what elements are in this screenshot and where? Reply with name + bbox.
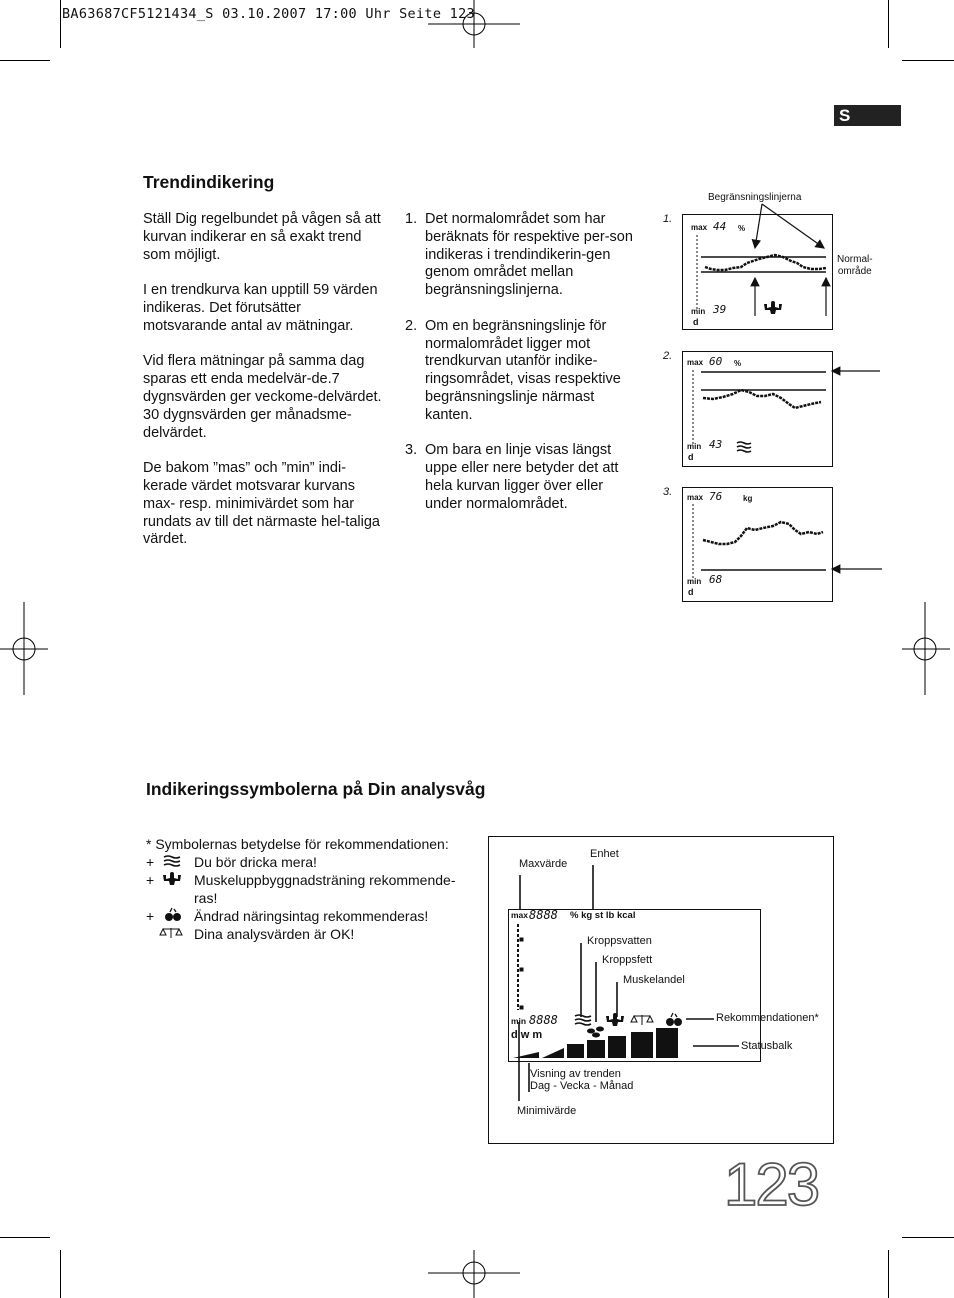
min-value: 39 — [713, 303, 727, 316]
max-value: 44 — [713, 220, 727, 233]
unit-labels: % kg st lb kcal — [570, 910, 636, 921]
scale-icon — [160, 927, 182, 939]
normal-range-line1: Normal- — [837, 254, 873, 265]
day-indicator: d — [693, 317, 699, 327]
legend-prefix: + — [146, 854, 155, 870]
limit-lines-label: Begränsningslinjerna — [708, 192, 802, 203]
label-enhet: Enhet — [590, 848, 619, 860]
day-indicator: d — [688, 587, 694, 597]
max-label: max — [691, 223, 708, 232]
step-text: Det normalområdet som har beräknats för respektive per-son indikeras i trendindikerin-gen genom området mellan begränsningslinjerna. — [425, 211, 633, 299]
max-label: max — [687, 358, 704, 367]
legend-text: Du bör dricka mera! — [194, 854, 317, 870]
step-text: Om bara en linje visas längst uppe eller nere betyder det att hela kurvan ligger över eller under normalområdet. — [425, 442, 619, 512]
min-label: min — [687, 442, 702, 451]
list-item — [146, 925, 476, 943]
max-label: max — [511, 910, 529, 920]
print-header: BA63687CF5121434_S 03.10.2007 17:00 Uhr Seite 123 — [62, 6, 475, 22]
paragraph: I en trendkurva kan upptill 59 värden indikeras. Det förutsätter motsvarande antal av mätningar. — [143, 282, 378, 334]
step-text: Om en begränsningslinje för normalområdet ligger mot trendkurvan utanför indike-ringsområdet, visas respektive begränsningslinje närmast kanten. — [425, 317, 621, 423]
label-kroppsvatten: Kroppsvatten — [587, 935, 652, 947]
legend-text: Ändrad näringsintag rekommenderas! — [194, 908, 429, 924]
max-digits: 8888 — [529, 908, 558, 922]
muscle-icon — [162, 872, 182, 886]
paragraph: Ställ Dig regelbundet på vågen så att kurvan indikerar en så exakt trend som möjligt. — [143, 211, 381, 263]
diagram-leader-lines — [489, 837, 833, 1143]
legend-prefix: + — [146, 872, 155, 888]
legend-text: Muskeluppbyggnadsträning rekommende-ras! — [194, 872, 456, 906]
max-value: 60 — [709, 355, 723, 368]
label-rekommendationen: Rekommendationen* — [716, 1012, 819, 1024]
label-visning-line2: Dag - Vecka - Månad — [530, 1080, 634, 1092]
paragraph: De bakom ”mas” och ”min” indi-kerade värdet motsvarar kurvans max- resp. minimivärdet som har rundats av till det närmaste hel-taliga värdet. — [143, 460, 380, 548]
min-value: 43 — [709, 438, 723, 451]
unit-label: % — [734, 359, 742, 368]
label-statusbalk: Statusbalk — [741, 1040, 793, 1052]
max-value: 76 — [709, 490, 723, 503]
min-label: min — [691, 307, 706, 316]
language-tab: S — [834, 105, 901, 126]
section-title-trend: Trendindikering — [143, 172, 275, 192]
legend-intro: * Symbolernas betydelse för rekommendationen: — [146, 836, 449, 852]
panel-index: 1. — [663, 213, 673, 225]
dwm-indicator: d w m — [511, 1029, 543, 1041]
max-label: max — [687, 493, 704, 502]
section-title-symbols: Indikeringssymbolerna på Din analysvåg — [146, 779, 486, 799]
display-diagram — [488, 836, 834, 1144]
label-muskelandel: Muskelandel — [623, 974, 685, 986]
food-icon — [164, 908, 182, 922]
unit-label: kg — [743, 494, 753, 503]
step-number: 1. — [405, 211, 418, 227]
label-kroppsfett: Kroppsfett — [602, 954, 653, 966]
list-item — [146, 853, 476, 871]
panel-index: 2. — [663, 350, 673, 362]
symbol-legend — [146, 835, 476, 943]
label-visning-line1: Visning av trenden — [530, 1068, 621, 1080]
list-item — [146, 871, 476, 907]
legend-prefix: + — [146, 908, 155, 924]
page-number: 123 — [724, 1151, 819, 1218]
min-value: 68 — [709, 573, 723, 586]
normal-range-line2: område — [837, 266, 872, 277]
min-digits: 8888 — [529, 1013, 558, 1027]
step-number: 3. — [405, 442, 418, 459]
label-minimivarde: Minimivärde — [517, 1105, 577, 1117]
unit-label: % — [738, 224, 746, 233]
min-label: min — [687, 577, 702, 586]
legend-text: Dina analysvärden är OK! — [194, 926, 355, 942]
panel-index: 3. — [663, 486, 673, 498]
water-icon — [164, 855, 180, 867]
day-indicator: d — [688, 452, 694, 462]
label-maxvarde: Maxvärde — [519, 858, 568, 870]
min-label: min — [511, 1016, 527, 1026]
step-number: 2. — [405, 317, 418, 334]
list-item — [146, 907, 476, 925]
paragraph: Vid flera mätningar på samma dag sparas ett enda medelvär-de.7 dygnsvärden ger veckome-delvärdet. 30 dygnsvärden ger månadsme-delvärdet. — [143, 353, 382, 441]
